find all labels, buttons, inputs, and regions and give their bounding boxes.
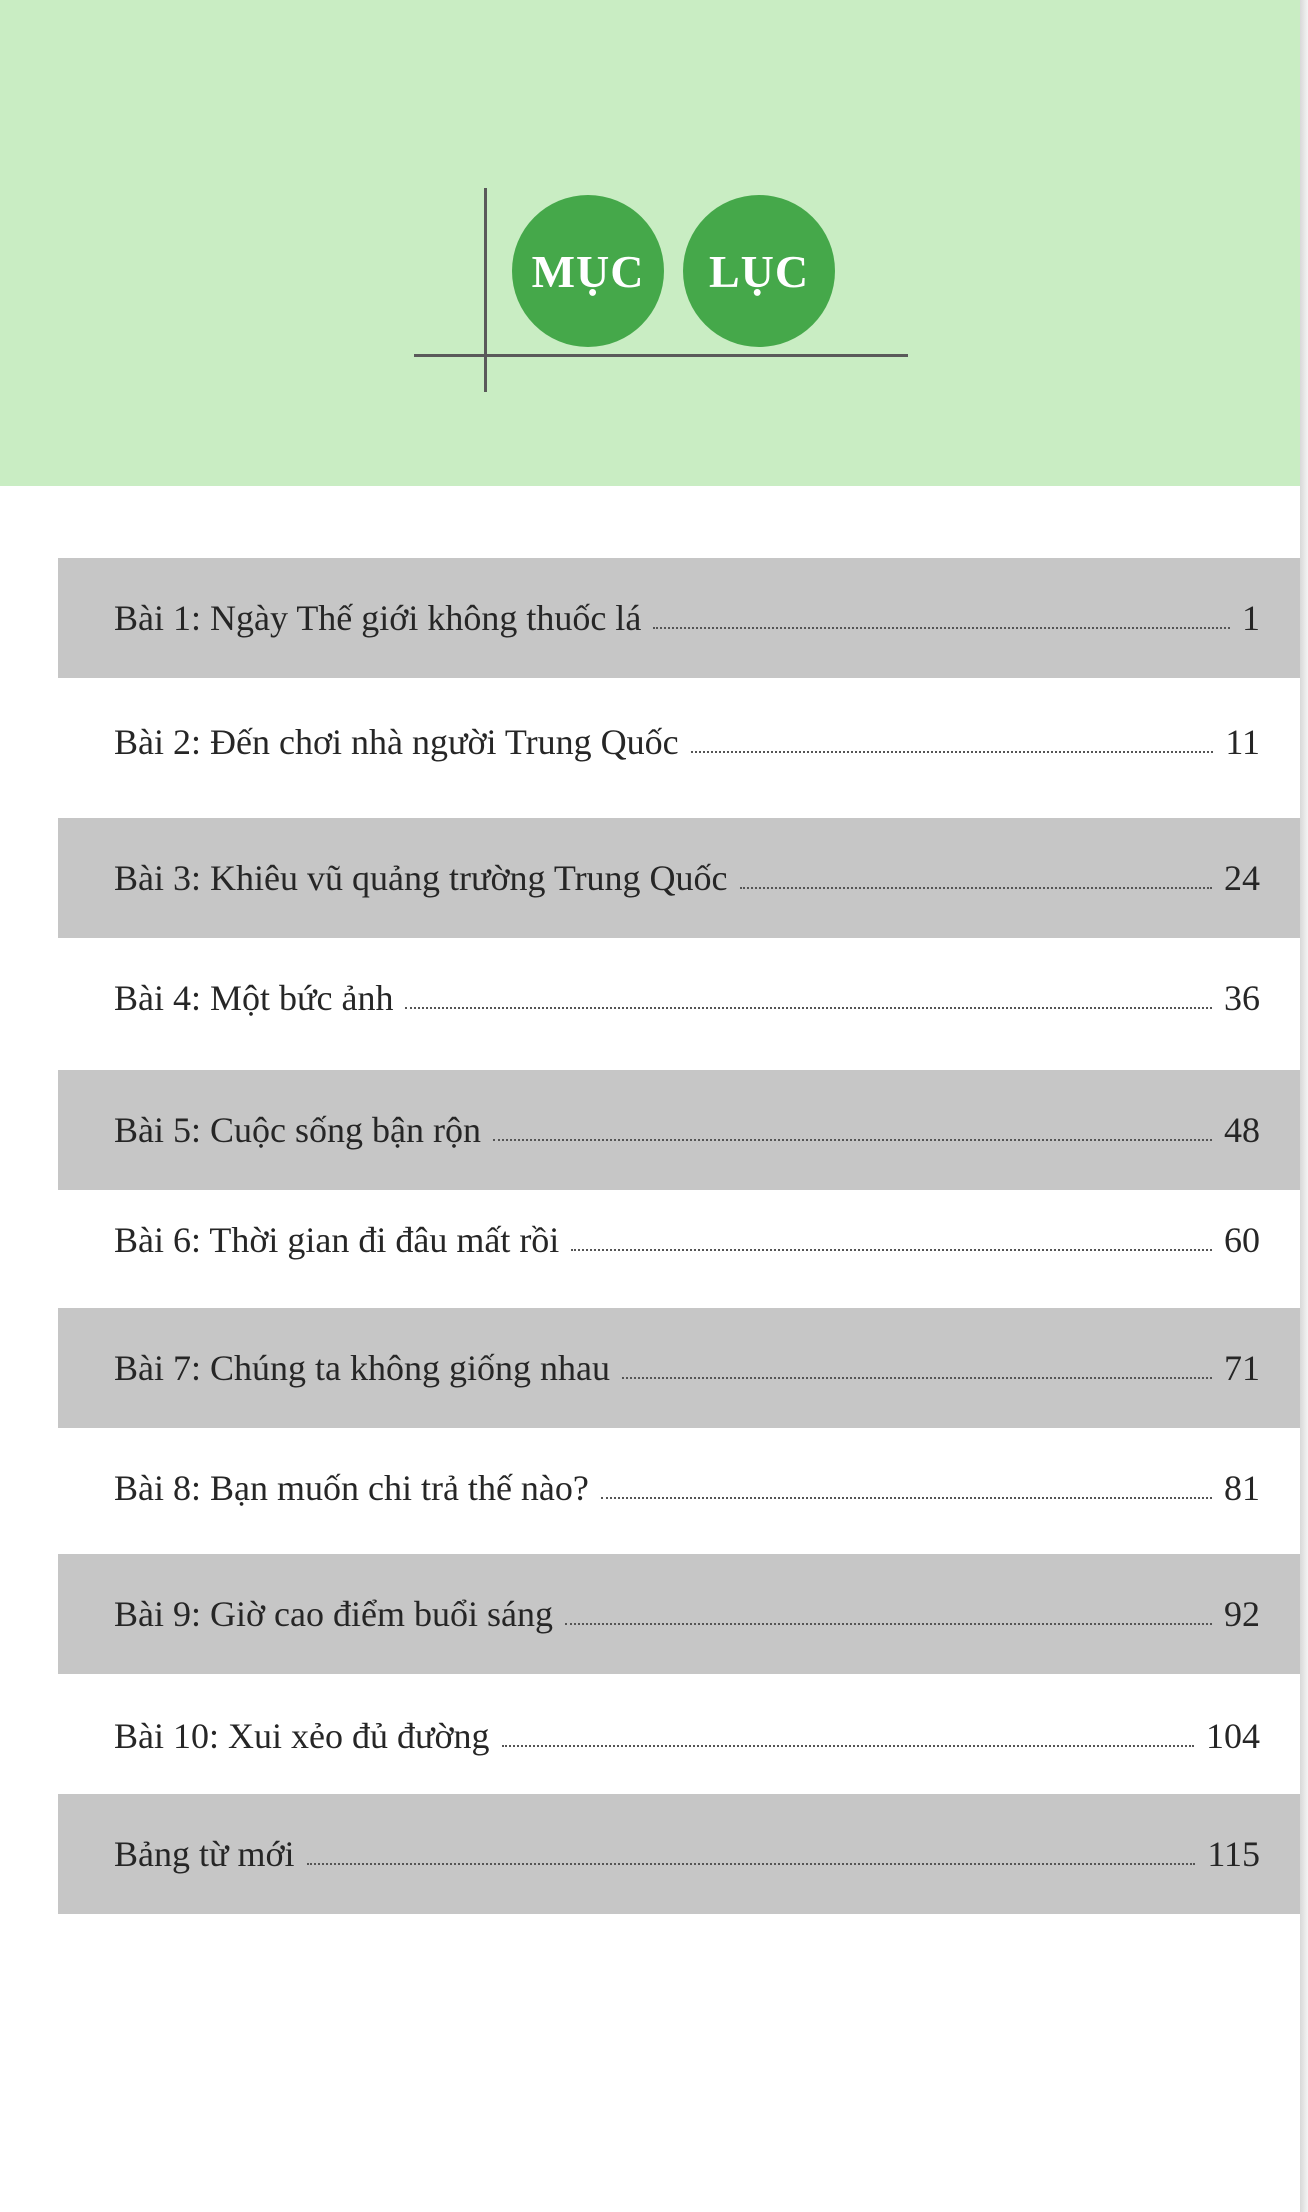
toc-page-number: 104 <box>1206 1716 1260 1756</box>
dot-leader <box>601 1497 1212 1499</box>
toc-entry-title: Bài 6: Thời gian đi đâu mất rồi <box>114 1220 560 1260</box>
toc-row[interactable] <box>58 1676 1300 1796</box>
dot-leader <box>740 887 1212 889</box>
toc-entry-title: Bài 3: Khiêu vũ quảng trường Trung Quốc <box>114 858 728 898</box>
toc-row[interactable] <box>58 682 1300 802</box>
toc-row[interactable] <box>58 1180 1300 1300</box>
toc-entry-title: Bài 1: Ngày Thế giới không thuốc lá <box>114 598 642 638</box>
toc-entry-title: Bài 7: Chúng ta không giống nhau <box>114 1348 610 1388</box>
title-word-1: MỤC <box>531 245 645 297</box>
dot-leader <box>405 1007 1212 1009</box>
toc-row[interactable] <box>58 818 1300 938</box>
toc-row[interactable] <box>58 1308 1300 1428</box>
toc-row[interactable] <box>58 558 1300 678</box>
toc-page-number: 36 <box>1224 978 1260 1018</box>
page-edge <box>1300 0 1308 2212</box>
toc-entry-title: Bài 8: Bạn muốn chi trả thế nào? <box>114 1468 589 1508</box>
toc-page-number: 71 <box>1224 1348 1260 1388</box>
toc-entry-title: Bảng từ mới <box>114 1834 295 1874</box>
toc-page-number: 92 <box>1224 1594 1260 1634</box>
toc-page-number: 24 <box>1224 858 1260 898</box>
toc-page-number: 48 <box>1224 1110 1260 1150</box>
toc-entry-title: Bài 5: Cuộc sống bận rộn <box>114 1110 481 1150</box>
toc-entry-title: Bài 4: Một bức ảnh <box>114 978 394 1018</box>
toc-row[interactable] <box>58 1794 1300 1914</box>
dot-leader <box>571 1249 1212 1251</box>
dot-leader <box>493 1139 1212 1141</box>
toc-page-number: 60 <box>1224 1220 1260 1260</box>
dot-leader <box>691 751 1214 753</box>
dot-leader <box>502 1745 1194 1747</box>
toc-entry-title: Bài 10: Xui xẻo đủ đường <box>114 1716 490 1756</box>
toc-row[interactable] <box>58 938 1300 1058</box>
toc-entry-title: Bài 2: Đến chơi nhà người Trung Quốc <box>114 722 679 762</box>
toc-page-number: 115 <box>1207 1834 1260 1874</box>
toc-row[interactable] <box>58 1070 1300 1190</box>
dot-leader <box>653 627 1230 629</box>
dot-leader <box>307 1863 1196 1865</box>
toc-row[interactable] <box>58 1554 1300 1674</box>
dot-leader <box>622 1377 1212 1379</box>
dot-leader <box>565 1623 1212 1625</box>
title-word-2: LỤC <box>708 245 810 297</box>
toc-entry-title: Bài 9: Giờ cao điểm buổi sáng <box>114 1594 553 1634</box>
toc-page-number: 1 <box>1242 598 1260 638</box>
toc-page-number: 81 <box>1224 1468 1260 1508</box>
toc-row[interactable] <box>58 1428 1300 1548</box>
toc-page-number: 11 <box>1225 722 1260 762</box>
